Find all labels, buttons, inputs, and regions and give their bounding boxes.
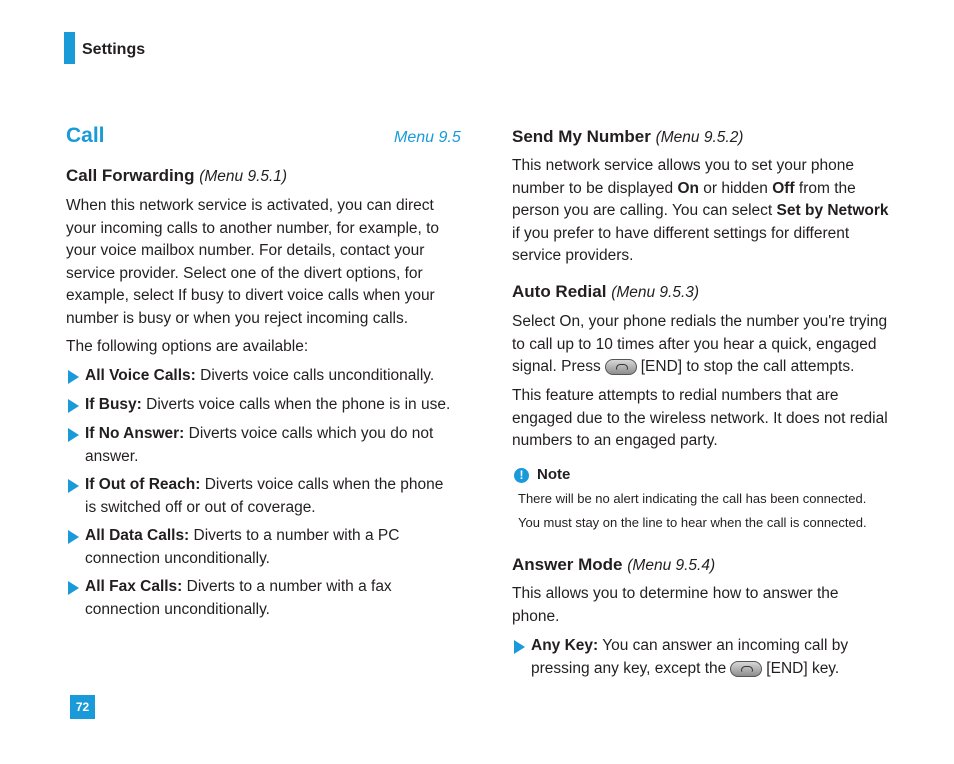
- note-line: You must stay on the line to hear when the call is connected.: [518, 515, 867, 530]
- arrow-bullet-icon: [68, 399, 79, 413]
- list-item: If No Answer: Diverts voice calls which you do not answer.: [66, 423, 485, 468]
- call-forwarding-heading: Call Forwarding (Menu 9.5.1): [66, 166, 288, 185]
- arrow-bullet-icon: [68, 370, 79, 384]
- options-intro: The following options are available:: [66, 338, 309, 355]
- send-my-number-heading: Send My Number (Menu 9.5.2): [512, 127, 744, 146]
- note-line: There will be no alert indicating the call has been connected.: [518, 491, 867, 506]
- list-item: If Out of Reach: Diverts voice calls when the phone is switched off or out of coverage.: [66, 474, 485, 519]
- header-accent-bar: [64, 32, 75, 64]
- answer-mode-text: This allows you to determine how to answer the phone.: [512, 585, 839, 625]
- arrow-bullet-icon: [514, 640, 525, 654]
- section-title: Settings: [82, 41, 146, 58]
- page-number: 72: [70, 695, 95, 719]
- note-title: Note: [537, 466, 571, 483]
- list-item: Any Key: You can answer an incoming call by pressing any key, except the [END] key.: [512, 635, 931, 680]
- call-forwarding-intro: When this network service is activated, you can direct your incoming calls to another number, for example, to your voice mailbox number. For details, contact your service provider. Select one of the divert options, for example, select If busy to divert voice calls when your number is busy or when you reject incoming calls.: [66, 197, 440, 327]
- send-my-number-text: This network service allows you to set your phone number to be displayed On or hidden Off from the person you are calling. You can select Set by Network if you prefer to have different settings for different service providers.: [512, 157, 889, 265]
- arrow-bullet-icon: [68, 581, 79, 595]
- page-title: Call: [66, 124, 105, 147]
- arrow-bullet-icon: [68, 479, 79, 493]
- arrow-bullet-icon: [68, 530, 79, 544]
- auto-redial-text: Select On, your phone redials the number you're trying to call up to 10 times after you hear a quick, engaged signal. Press [END] to stop the call attempts.: [512, 313, 888, 376]
- end-key-icon: [730, 661, 762, 677]
- list-item: All Data Calls: Diverts to a number with a PC connection unconditionally.: [66, 525, 485, 570]
- arrow-bullet-icon: [68, 428, 79, 442]
- list-item: All Fax Calls: Diverts to a number with a fax connection unconditionally.: [66, 576, 485, 621]
- list-item: If Busy: Diverts voice calls when the phone is in use.: [66, 394, 485, 417]
- answer-mode-heading: Answer Mode (Menu 9.5.4): [512, 555, 716, 574]
- menu-reference: Menu 9.5: [394, 129, 461, 146]
- list-item: All Voice Calls: Diverts voice calls unconditionally.: [66, 365, 485, 388]
- auto-redial-heading: Auto Redial (Menu 9.5.3): [512, 282, 700, 301]
- end-key-icon: [605, 359, 637, 375]
- exclamation-icon: !: [514, 468, 529, 483]
- auto-redial-text-2: This feature attempts to redial numbers that are engaged due to the wireless network. It does not redial numbers to an engaged party.: [512, 387, 888, 450]
